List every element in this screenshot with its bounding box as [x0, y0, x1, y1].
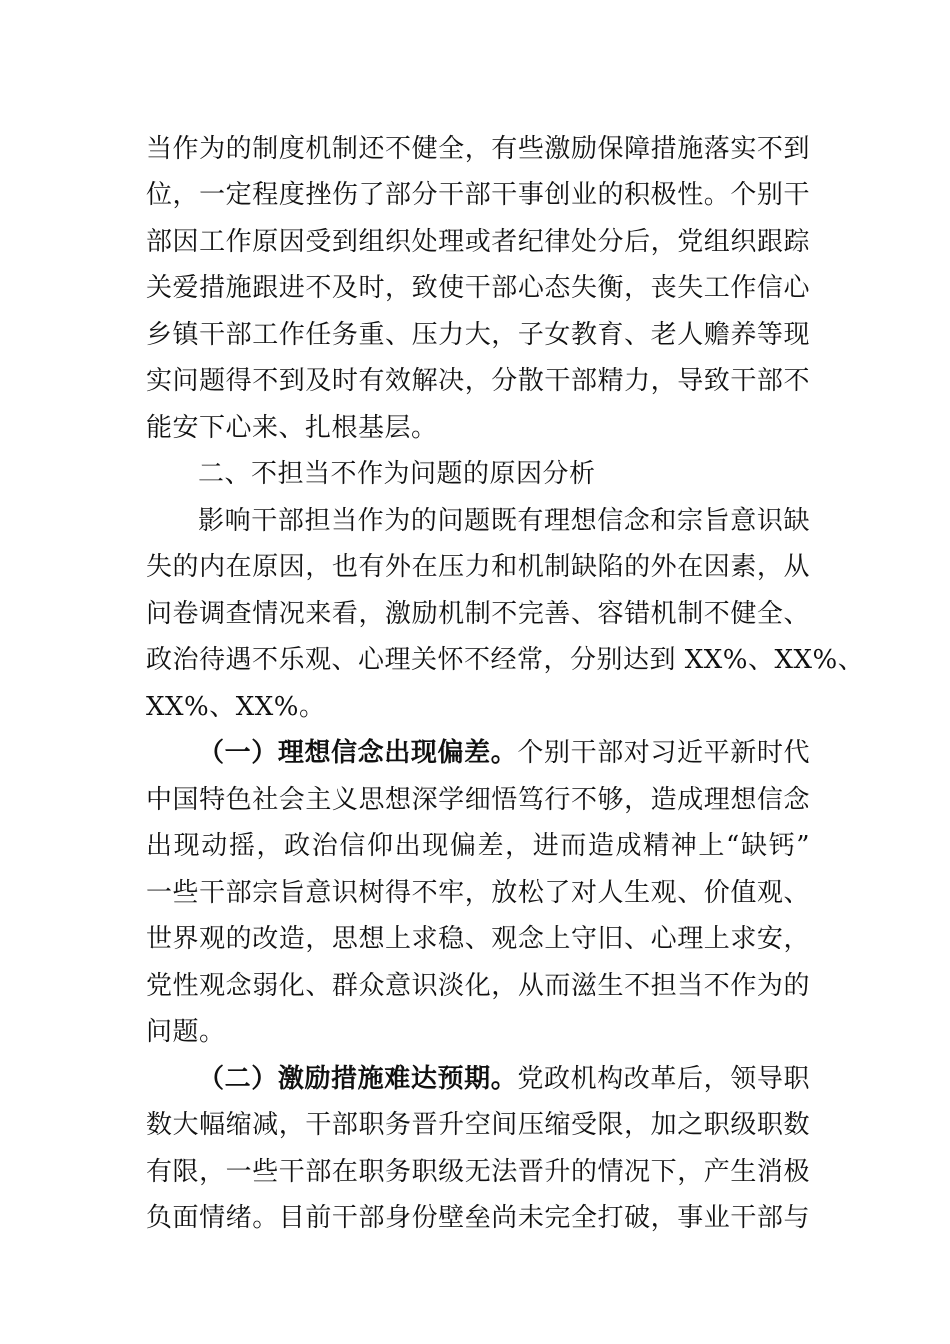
paragraph-line: 能安下心来、扎根基层。 — [146, 413, 438, 443]
subsection-first-line — [198, 1059, 810, 1099]
paragraph-line: 问题。 — [146, 1017, 226, 1047]
paragraph-line: 负面情绪。目前干部身份壁垒尚未完全打破，事业干部与 — [146, 1203, 810, 1233]
paragraph-line: 数大幅缩减，干部职务晋升空间压缩受限，加之职级职数 — [146, 1110, 810, 1140]
paragraph-line: 中国特色社会主义思想深学细悟笃行不够，造成理想信念 — [146, 785, 810, 815]
paragraph-line: 问卷调查情况来看，激励机制不完善、容错机制不健全、 — [146, 599, 810, 629]
paragraph-line: 政治待遇不乐观、心理关怀不经常，分别达到 XX%、XX%、 — [146, 645, 865, 675]
paragraph-line: 位，一定程度挫伤了部分干部干事创业的积极性。个别干 — [146, 180, 810, 210]
paragraph-line: 有限，一些干部在职务职级无法晋升的情况下，产生消极 — [146, 1157, 810, 1187]
paragraph-line: 乡镇干部工作任务重、压力大，子女教育、老人赡养等现 — [146, 320, 810, 350]
paragraph-line: 关爱措施跟进不及时，致使干部心态失衡，丧失工作信心 — [146, 273, 810, 303]
paragraph-line: 部因工作原因受到组织处理或者纪律处分后，党组织跟踪 — [146, 227, 810, 257]
subsection-title: （二）激励措施难达预期。 — [198, 1064, 518, 1094]
subsection-title: （一）理想信念出现偏差。 — [198, 738, 518, 768]
subsection-text: 党政机构改革后，领导职 — [517, 1064, 810, 1094]
paragraph-line: 出现动摇，政治信仰出现偏差，进而造成精神上“缺钙” — [146, 831, 810, 861]
paragraph-line: 影响干部担当作为的问题既有理想信念和宗旨意识缺 — [198, 506, 810, 536]
section-heading: 二、不担当不作为问题的原因分析 — [198, 459, 596, 489]
paragraph-line: 世界观的改造，思想上求稳、观念上守旧、心理上求安， — [146, 924, 810, 954]
subsection-first-line — [198, 733, 810, 773]
paragraph-line: 实问题得不到及时有效解决，分散干部精力，导致干部不 — [146, 366, 810, 396]
paragraph-line: 当作为的制度机制还不健全，有些激励保障措施落实不到 — [146, 134, 810, 164]
subsection-text: 个别干部对习近平新时代 — [517, 738, 810, 768]
paragraph-line: 一些干部宗旨意识树得不牢，放松了对人生观、价值观、 — [146, 878, 810, 908]
paragraph-line: 失的内在原因，也有外在压力和机制缺陷的外在因素，从 — [146, 552, 810, 582]
paragraph-line: XX%、XX%。 — [146, 692, 326, 722]
paragraph-line: 党性观念弱化、群众意识淡化，从而滋生不担当不作为的 — [146, 971, 810, 1001]
